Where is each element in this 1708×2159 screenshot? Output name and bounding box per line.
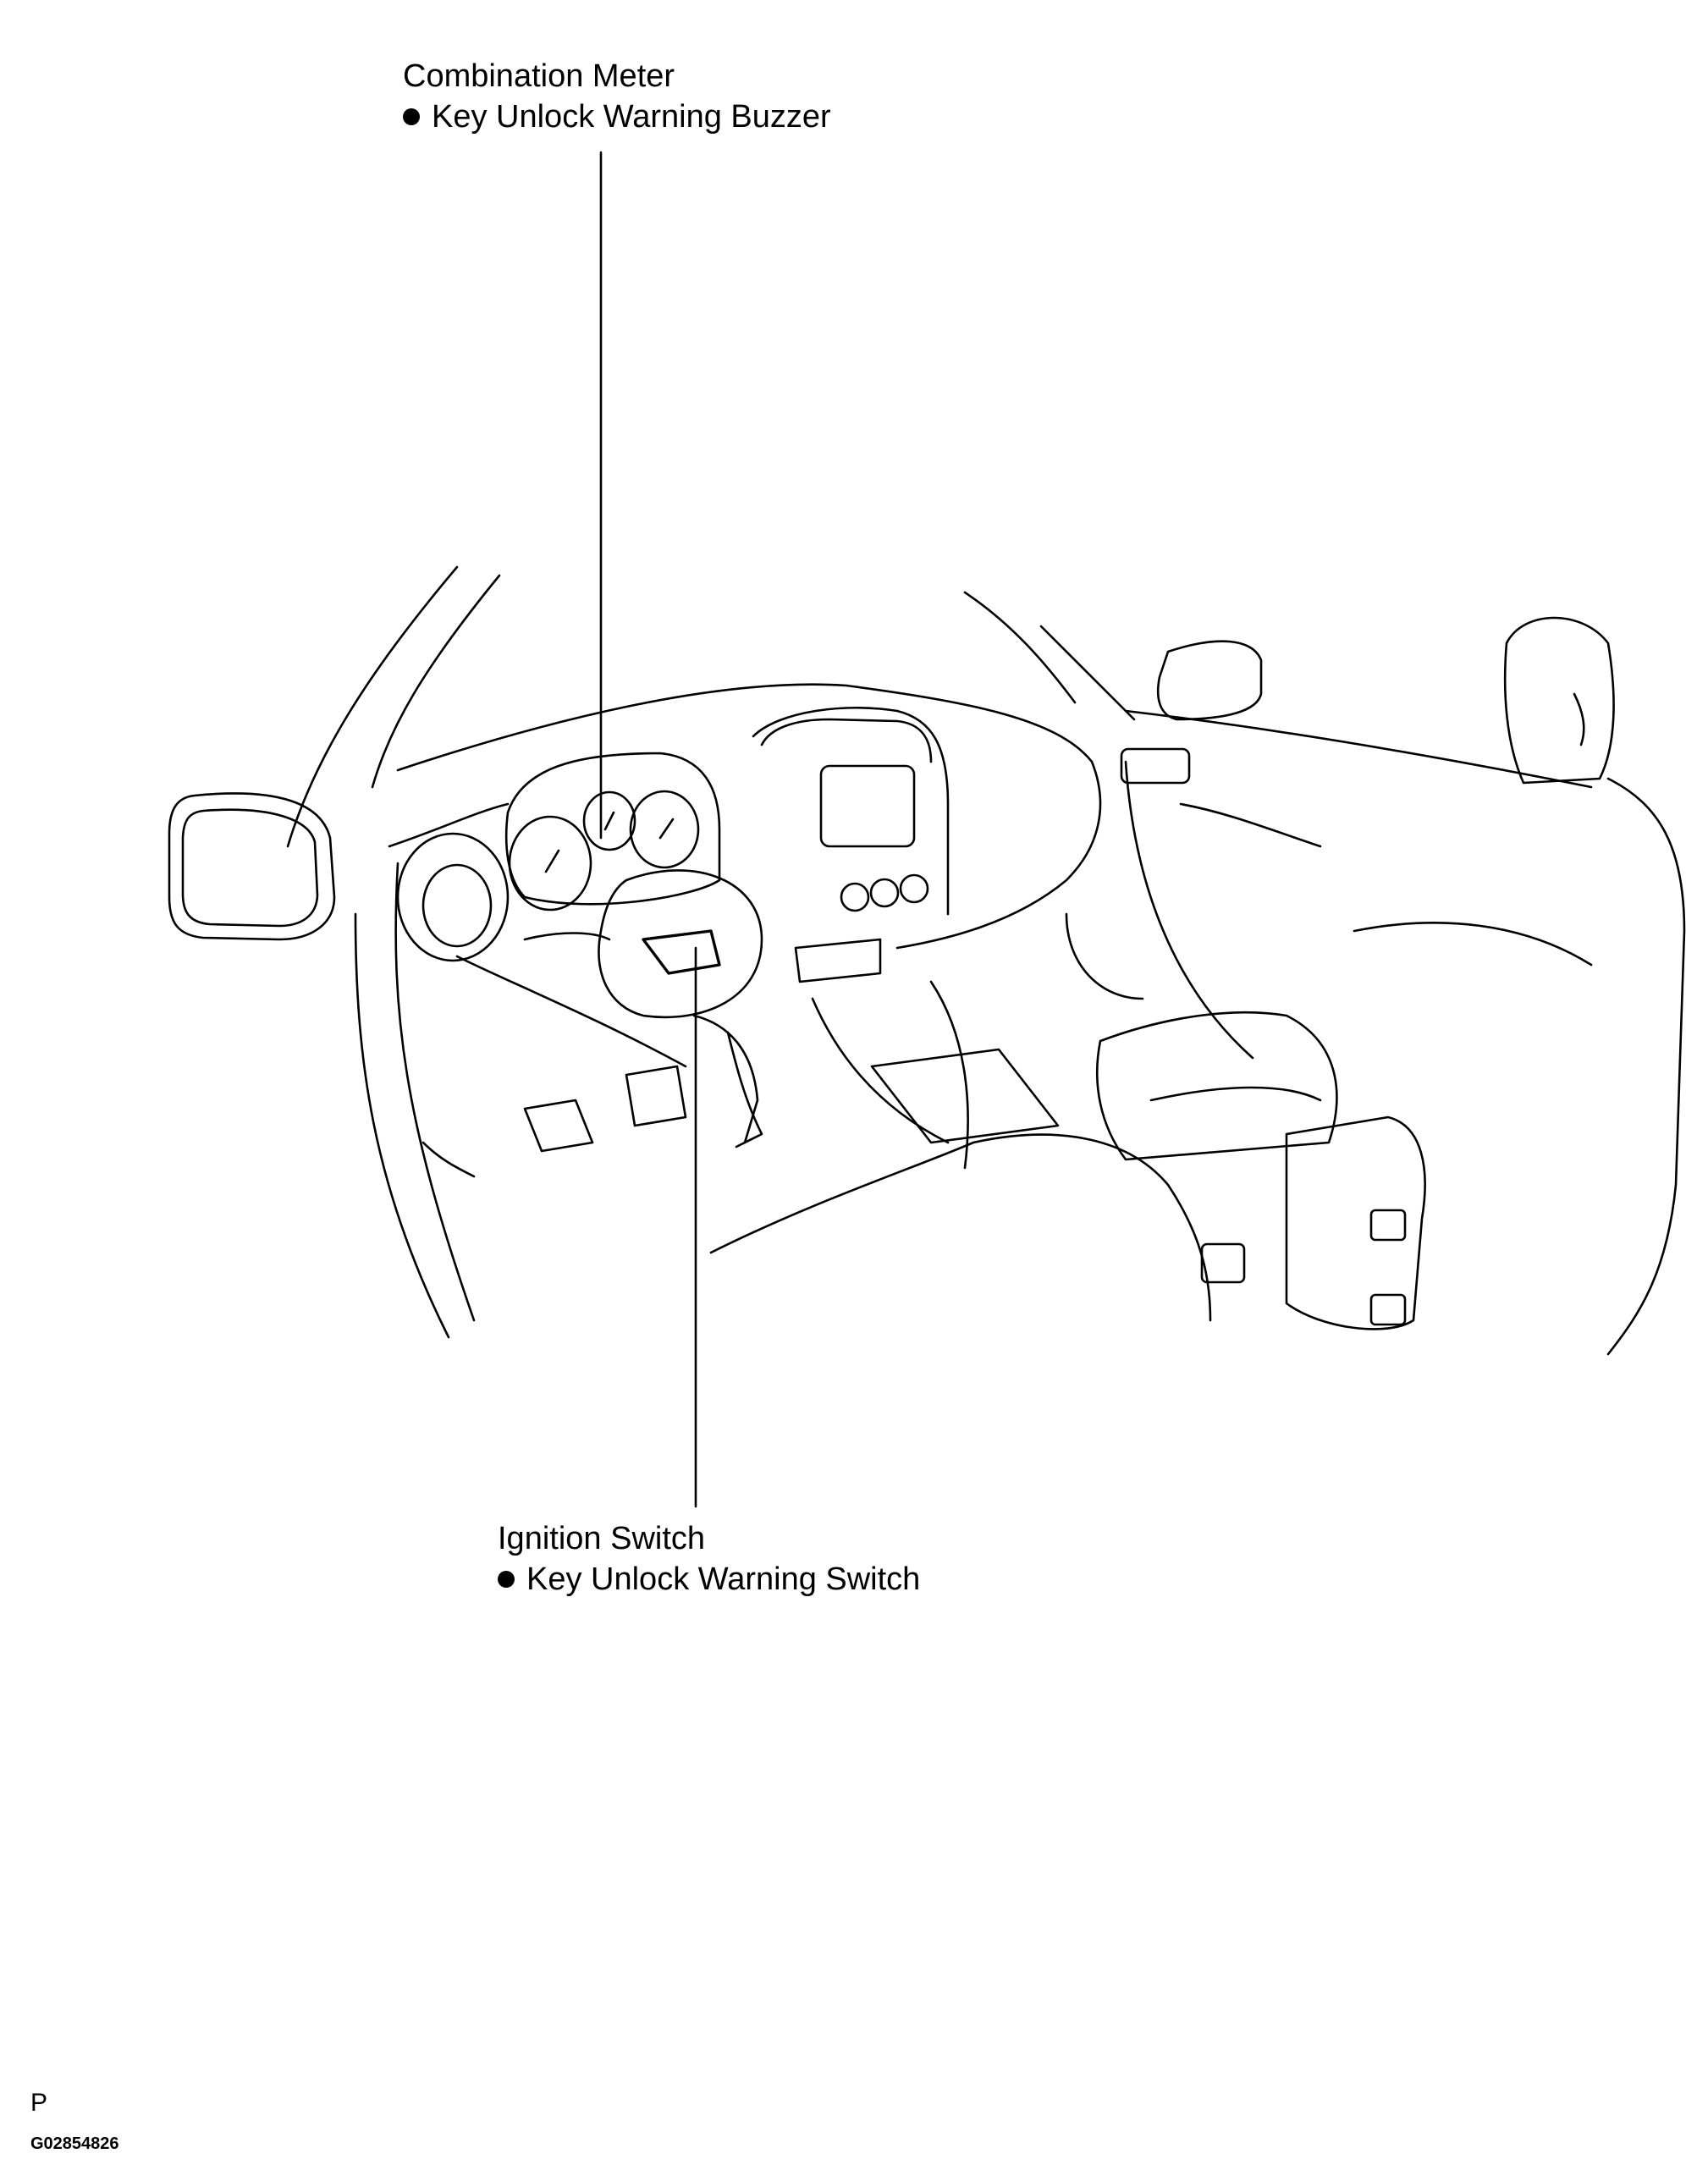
right-door — [1066, 711, 1591, 1058]
callout-ignition-switch-title: Ignition Switch — [498, 1521, 706, 1556]
dashboard-outline — [389, 592, 1134, 948]
callout-combination-meter-title: Combination Meter — [403, 58, 675, 94]
callout-ignition-switch-item-text: Key Unlock Warning Switch — [526, 1561, 921, 1597]
bullet-icon — [498, 1571, 515, 1588]
callout-ignition-switch — [498, 1518, 920, 1600]
footer-mark: P — [30, 2089, 48, 2117]
callout-ignition-switch-item — [498, 1559, 920, 1600]
steering-column — [525, 870, 762, 1147]
left-side-mirror — [169, 793, 334, 939]
left-air-vent — [398, 834, 508, 961]
callout-combination-meter-item-text: Key Unlock Warning Buzzer — [432, 99, 831, 135]
driver-seat — [711, 1117, 1425, 1329]
callout-combination-meter — [403, 56, 831, 137]
pedal-area — [423, 956, 758, 1176]
left-door-frame — [288, 567, 499, 1337]
combination-meter-cluster — [506, 753, 719, 910]
right-side-mirror — [1158, 642, 1261, 719]
center-console — [762, 719, 1058, 1168]
figure-code: G02854826 — [30, 2134, 119, 2153]
bullet-icon — [403, 108, 420, 125]
passenger-seat — [1097, 618, 1684, 1354]
callout-combination-meter-item — [403, 96, 831, 137]
